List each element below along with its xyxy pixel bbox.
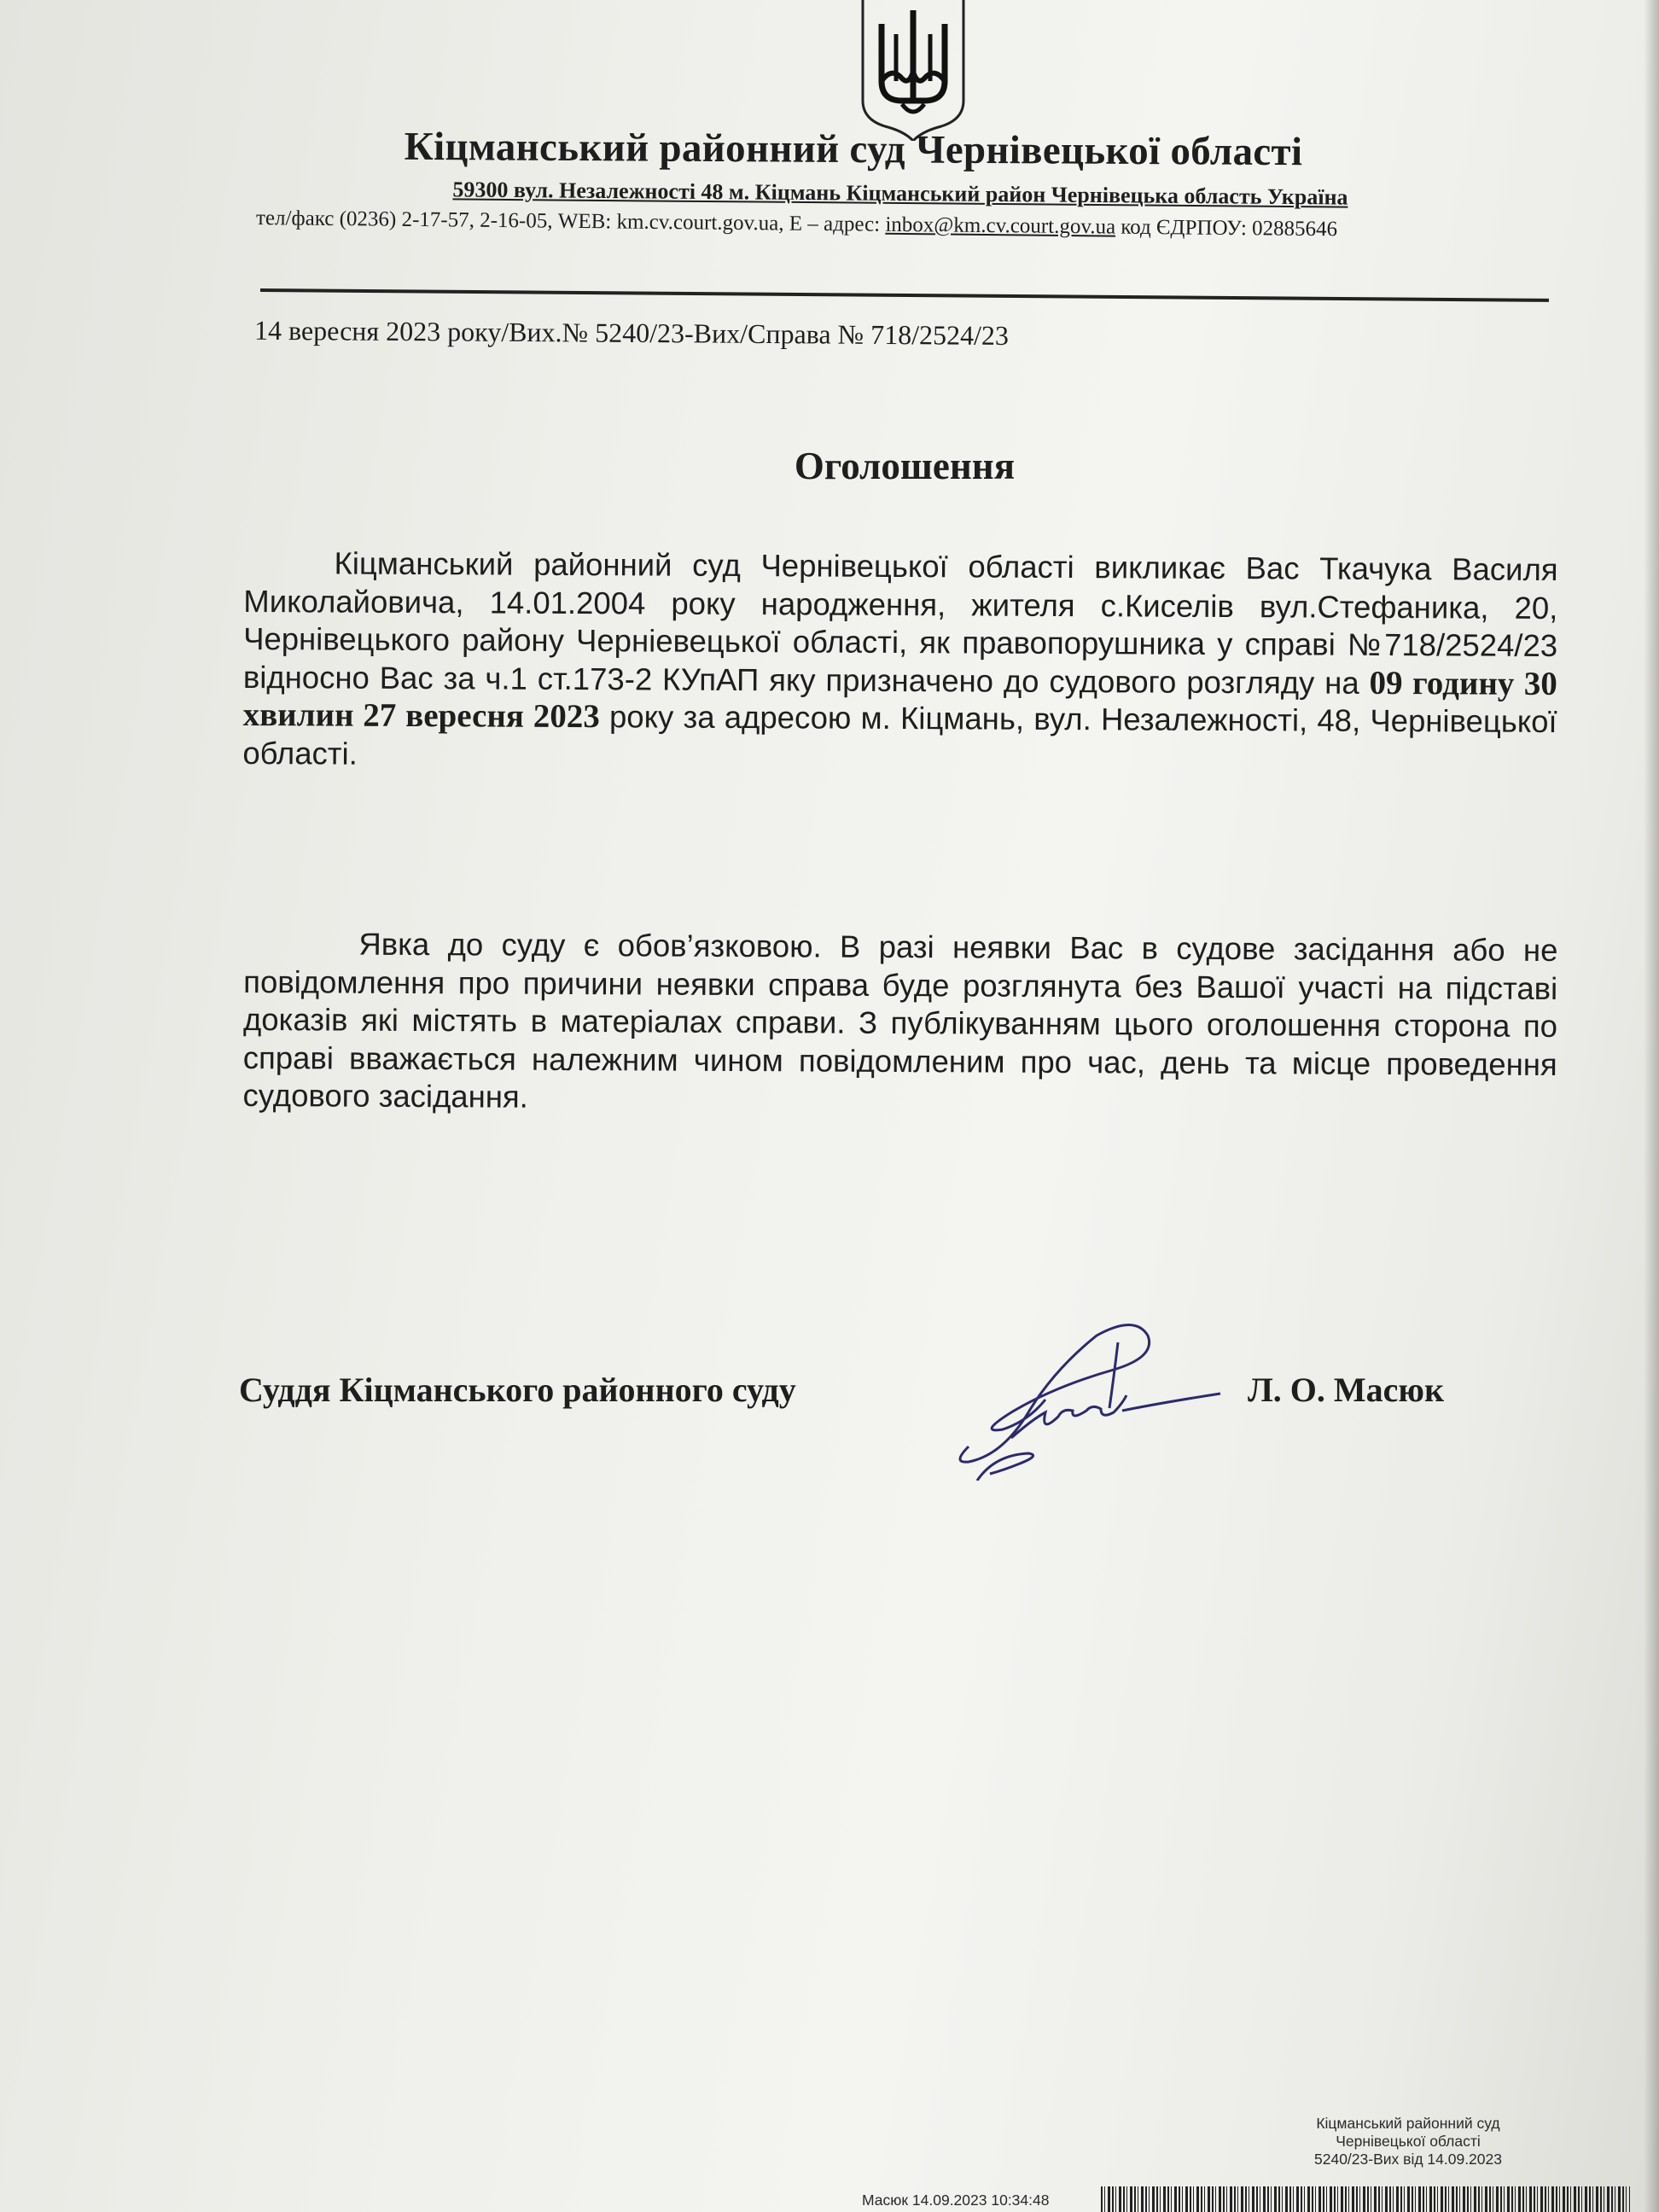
barcode bbox=[1101, 2186, 1630, 2212]
summons-text-after: року за адресою м. Кіцмань, вул. Незалежності, 48, Чернівецької області. bbox=[242, 699, 1557, 771]
contacts-suffix: код ЄДРПОУ: 02885646 bbox=[1115, 215, 1338, 242]
outgoing-number-line: 14 вересня 2023 року/Вих.№ 5240/23-Вих/Справа № 718/2524/23 bbox=[253, 314, 1010, 351]
attendance-text: Явка до суду є обов’язковою. В разі неявки Вас в судове засідання або не повідомлення про причини неявки справа буде розглянута без Вашої участі на підставі доказів які містять в матеріалах справи. З публікуванням цього оголошення сторона по справі вважається належним чином повідомленим про час, день та місце проведення судового засідання. bbox=[242, 926, 1558, 1115]
stamp-line-number: 5240/23-Вих від 14.09.2023 bbox=[1314, 2151, 1502, 2168]
attendance-paragraph bbox=[242, 925, 1557, 1122]
judge-title: Суддя Кіцманського районного суду bbox=[239, 1371, 796, 1409]
contacts-prefix: тел/факс (0236) 2-17-57, 2-16-05, WEB: km.cv.court.gov.ua, E – адрес: bbox=[255, 207, 886, 236]
header-divider bbox=[260, 288, 1549, 302]
court-contacts bbox=[256, 207, 1553, 244]
court-address: 59300 вул. Незалежності 48 м. Кіцмань Кіцманський район Чернівецька область Україна bbox=[452, 177, 1348, 210]
registration-stamp bbox=[1195, 2115, 1621, 2168]
stamp-line-region: Чернівецької області bbox=[1336, 2133, 1481, 2150]
coat-of-arms-icon bbox=[858, 0, 969, 141]
handwritten-signature bbox=[952, 1318, 1225, 1481]
stamp-line-court: Кіцманський районний суд bbox=[1316, 2115, 1500, 2132]
summons-paragraph bbox=[242, 544, 1557, 779]
court-email: inbox@km.cv.court.gov.ua bbox=[885, 212, 1116, 239]
hearing-datetime: 09 годину 30 хвилин 27 вересня 2023 bbox=[242, 664, 1557, 736]
stamp-meta: Масюк 14.09.2023 10:34:48 bbox=[862, 2192, 1050, 2209]
judge-name: Л. О. Масюк bbox=[1248, 1371, 1445, 1409]
document-heading: Оголошення bbox=[794, 445, 1016, 487]
page-edge-shadow bbox=[1644, 0, 1659, 2212]
court-name: Кіцманський районний суд Чернівецької області bbox=[404, 124, 1303, 175]
summons-text-before: Кіцманський районний суд Чернівецької області викликає Вас Ткачука Василя Миколайовича, 14.01.2004 року народження, жителя с.Киселів вул.Стефаника, 20, Чернівецького району Черніевецької області, як правопорушника у справі №718/2524/23 відносно Вас за ч.1 ст.173-2 КУпАП яку призначено до судового розгляду на bbox=[242, 545, 1558, 701]
